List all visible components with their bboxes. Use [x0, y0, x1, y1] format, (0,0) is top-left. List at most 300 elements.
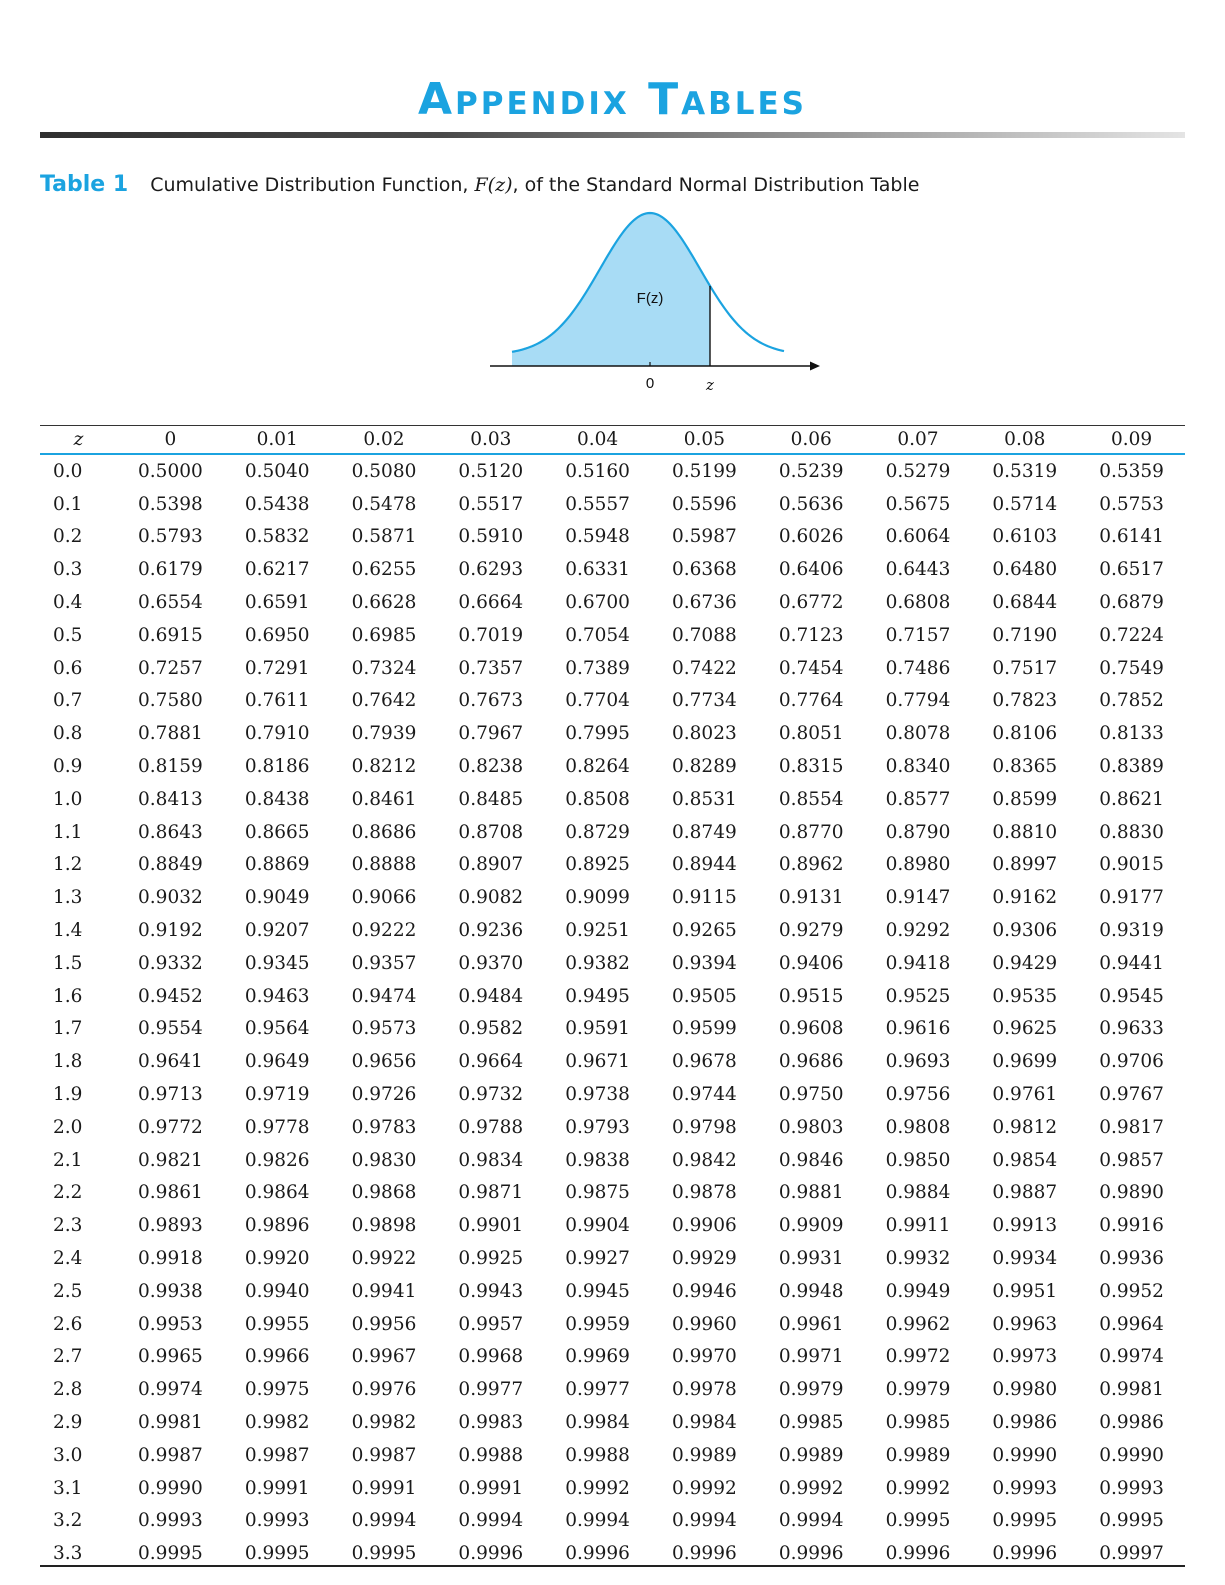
cdf-value: 0.9995	[885, 1510, 951, 1532]
cdf-value: 0.9987	[244, 1444, 310, 1466]
cdf-value: 0.9925	[458, 1248, 524, 1270]
table-row	[40, 717, 1185, 750]
cdf-value: 0.9713	[138, 1084, 203, 1106]
cdf-value: 0.6700	[565, 592, 630, 614]
cdf-value: 0.9901	[458, 1215, 524, 1237]
cdf-value: 0.9515	[778, 985, 844, 1007]
cdf-value: 0.5793	[138, 526, 203, 548]
cdf-value: 0.8365	[992, 756, 1058, 778]
table-header-row	[40, 426, 1185, 454]
cdf-value: 0.9993	[992, 1477, 1058, 1499]
cdf-value: 0.7190	[992, 624, 1058, 646]
cdf-value: 0.6985	[351, 624, 417, 646]
cdf-value: 0.9821	[138, 1149, 203, 1171]
cdf-value: 0.9960	[672, 1313, 737, 1335]
cdf-value: 0.9834	[458, 1149, 524, 1171]
table-row	[40, 1144, 1185, 1177]
cdf-value: 0.9982	[351, 1412, 417, 1433]
cdf-value: 0.9192	[138, 920, 203, 942]
cdf-value: 0.9992	[565, 1477, 630, 1499]
cdf-value: 0.9943	[458, 1280, 524, 1302]
cdf-value: 0.8708	[458, 821, 524, 843]
cdf-value: 0.9974	[138, 1379, 203, 1401]
z-value: 2.9	[53, 1412, 83, 1433]
table-row	[40, 1177, 1185, 1210]
cdf-value: 0.9949	[885, 1280, 951, 1302]
cdf-value: 0.9987	[351, 1444, 417, 1466]
cdf-value: 0.5871	[351, 526, 417, 548]
cdf-value: 0.9177	[1099, 887, 1164, 909]
table-row	[40, 849, 1185, 882]
z-value: 0.5	[53, 624, 83, 646]
z-value: 1.4	[53, 920, 83, 942]
cdf-value: 0.8599	[992, 788, 1058, 810]
cdf-value: 0.9418	[885, 952, 951, 974]
column-header: 0.07	[865, 426, 972, 454]
cdf-value: 0.9826	[244, 1149, 310, 1171]
cdf-value: 0.9564	[244, 1018, 310, 1040]
cdf-value: 0.9995	[244, 1543, 310, 1565]
cdf-value: 0.8925	[565, 854, 630, 876]
cdf-value: 0.9015	[1099, 854, 1164, 876]
cdf-value: 0.9633	[1099, 1018, 1164, 1040]
cdf-value: 0.9989	[778, 1444, 844, 1466]
table-row	[40, 980, 1185, 1013]
table-row	[40, 1341, 1185, 1374]
cdf-value: 0.8051	[778, 723, 844, 745]
cdf-value: 0.9898	[351, 1215, 417, 1237]
table-row	[40, 1472, 1185, 1505]
cdf-value: 0.6664	[458, 592, 524, 614]
cdf-value: 0.9394	[672, 952, 737, 974]
normal-curve-figure	[490, 205, 830, 400]
table-row	[40, 914, 1185, 947]
cdf-value: 0.9798	[672, 1116, 737, 1138]
cdf-value: 0.8577	[885, 788, 951, 810]
cdf-value: 0.8643	[138, 821, 203, 843]
column-header: 0	[117, 426, 224, 454]
cdf-value: 0.9955	[244, 1313, 310, 1335]
z-value: 0.6	[53, 657, 83, 679]
column-header: 0.06	[758, 426, 865, 454]
cdf-value: 0.9357	[351, 952, 417, 974]
cdf-value: 0.8106	[992, 723, 1058, 745]
cdf-value: 0.7673	[458, 690, 524, 712]
cdf-value: 0.9965	[138, 1346, 203, 1368]
cdf-value: 0.9970	[672, 1346, 737, 1368]
cdf-value: 0.7910	[244, 723, 310, 745]
table-bottom-rule	[40, 1565, 1185, 1567]
cdf-value: 0.9945	[565, 1280, 630, 1302]
cdf-value: 0.7881	[138, 723, 203, 745]
cdf-value: 0.9974	[1099, 1346, 1164, 1368]
cdf-value: 0.9936	[1099, 1248, 1164, 1270]
cdf-value: 0.9938	[138, 1280, 203, 1302]
cdf-value: 0.9986	[992, 1412, 1058, 1433]
cdf-value: 0.8389	[1099, 756, 1164, 778]
z-value: 1.8	[53, 1051, 83, 1073]
cdf-value: 0.8315	[778, 756, 844, 778]
z-value: 0.2	[53, 526, 83, 548]
cdf-value: 0.9993	[244, 1510, 310, 1532]
cdf-value: 0.8621	[1099, 788, 1164, 810]
cdf-value: 0.9996	[778, 1543, 844, 1565]
column-header: 0.09	[1078, 426, 1185, 454]
z-value: 0.0	[53, 460, 83, 482]
cdf-value: 0.9996	[458, 1543, 524, 1565]
cdf-value: 0.9881	[778, 1182, 844, 1204]
cdf-value: 0.9878	[672, 1182, 737, 1204]
cdf-value: 0.9983	[458, 1412, 524, 1433]
cdf-value: 0.9382	[565, 952, 630, 974]
cdf-value: 0.6141	[1099, 526, 1164, 548]
z-value: 2.0	[53, 1116, 83, 1138]
cdf-value: 0.9429	[992, 952, 1058, 974]
cdf-value: 0.7995	[565, 723, 630, 745]
cdf-value: 0.6179	[138, 559, 203, 581]
z-value: 2.1	[53, 1149, 83, 1171]
cdf-value: 0.9990	[992, 1444, 1058, 1466]
cdf-value: 0.9864	[244, 1182, 310, 1204]
cdf-value: 0.9319	[1099, 920, 1164, 942]
cdf-value: 0.9985	[885, 1412, 951, 1433]
cdf-value: 0.5000	[138, 460, 203, 482]
cdf-value: 0.9693	[885, 1051, 951, 1073]
cdf-value: 0.6064	[885, 526, 951, 548]
cdf-value: 0.9994	[778, 1510, 844, 1532]
table-row	[40, 1013, 1185, 1046]
cdf-value: 0.7123	[778, 624, 844, 646]
cdf-value: 0.8790	[885, 821, 951, 843]
cdf-value: 0.9147	[885, 887, 951, 909]
cdf-value: 0.9988	[565, 1444, 630, 1466]
table-row	[40, 454, 1185, 488]
cdf-value: 0.6217	[244, 559, 310, 581]
cdf-value: 0.9995	[138, 1543, 203, 1565]
cdf-value: 0.9857	[1099, 1149, 1164, 1171]
table-row	[40, 947, 1185, 980]
cdf-value: 0.9756	[885, 1084, 951, 1106]
cdf-value: 0.9956	[351, 1313, 417, 1335]
cdf-value: 0.9972	[885, 1346, 951, 1368]
cdf-value: 0.8849	[138, 854, 203, 876]
cdf-value: 0.9959	[565, 1313, 630, 1335]
z-value: 2.8	[53, 1379, 83, 1401]
cdf-value: 0.9990	[138, 1477, 203, 1499]
cdf-value: 0.9971	[778, 1346, 844, 1368]
cdf-value: 0.9913	[992, 1215, 1058, 1237]
z-value: 0.4	[53, 592, 83, 614]
cdf-value: 0.9251	[565, 920, 630, 942]
cdf-value: 0.9115	[672, 887, 737, 909]
cdf-value: 0.9963	[992, 1313, 1058, 1335]
cdf-value: 0.6480	[992, 559, 1058, 581]
table-row	[40, 816, 1185, 849]
cdf-value: 0.9967	[351, 1346, 417, 1368]
cdf-value: 0.9441	[1099, 952, 1164, 974]
cdf-value: 0.9793	[565, 1116, 630, 1138]
cdf-value: 0.9896	[244, 1215, 310, 1237]
cdf-value: 0.9986	[1099, 1412, 1164, 1433]
cdf-value: 0.7389	[565, 657, 630, 679]
cdf-value: 0.8238	[458, 756, 524, 778]
cdf-value: 0.9719	[244, 1084, 310, 1106]
cdf-value: 0.6293	[458, 559, 524, 581]
z-value: 3.2	[53, 1510, 83, 1532]
z-value: 3.3	[53, 1543, 83, 1565]
z-value: 1.5	[53, 952, 83, 974]
table-row	[40, 521, 1185, 554]
cdf-value: 0.8944	[672, 854, 737, 876]
cdf-value: 0.7454	[778, 657, 844, 679]
cdf-value: 0.5948	[565, 526, 630, 548]
cdf-value: 0.9066	[351, 887, 417, 909]
column-header: 0.05	[651, 426, 758, 454]
table-caption	[40, 172, 919, 197]
cdf-value: 0.5596	[672, 493, 737, 515]
cdf-value: 0.7224	[1099, 624, 1164, 646]
cdf-value: 0.7580	[138, 690, 203, 712]
z-value: 0.9	[53, 756, 83, 778]
cdf-value: 0.7611	[244, 690, 310, 712]
cdf-value: 0.9975	[244, 1379, 310, 1401]
cdf-value: 0.9671	[565, 1051, 630, 1073]
cdf-value: 0.9744	[672, 1084, 737, 1106]
cdf-value: 0.5557	[565, 493, 630, 515]
column-header: 0.04	[544, 426, 651, 454]
cdf-value: 0.8962	[778, 854, 844, 876]
table-row	[40, 1439, 1185, 1472]
cdf-value: 0.8159	[138, 756, 203, 778]
cdf-value: 0.9370	[458, 952, 524, 974]
cdf-value: 0.8186	[244, 756, 310, 778]
cdf-value: 0.9931	[778, 1248, 844, 1270]
z-value: 2.2	[53, 1182, 83, 1204]
cdf-value: 0.7823	[992, 690, 1058, 712]
cdf-value: 0.6844	[992, 592, 1058, 614]
cdf-value: 0.9591	[565, 1018, 630, 1040]
cdf-value: 0.9706	[1099, 1051, 1164, 1073]
cdf-value: 0.5080	[351, 460, 417, 482]
table-row	[40, 1078, 1185, 1111]
cdf-value: 0.6026	[778, 526, 844, 548]
cdf-value: 0.9918	[138, 1248, 203, 1270]
cdf-value: 0.9625	[992, 1018, 1058, 1040]
table-row	[40, 488, 1185, 521]
cdf-value: 0.9808	[885, 1116, 951, 1138]
cdf-value: 0.9875	[565, 1182, 630, 1204]
cdf-value: 0.9989	[672, 1444, 737, 1466]
cdf-value: 0.9846	[778, 1149, 844, 1171]
caption-suffix: , of the Standard Normal Distribution Table	[512, 174, 920, 196]
cdf-value: 0.5120	[458, 460, 524, 482]
cdf-value: 0.9920	[244, 1248, 310, 1270]
cdf-value: 0.9812	[992, 1116, 1058, 1138]
cdf-value: 0.7019	[458, 624, 524, 646]
cdf-value: 0.6808	[885, 592, 951, 614]
x-axis-arrow	[810, 362, 820, 371]
z-value: 0.8	[53, 723, 83, 745]
cdf-value: 0.9940	[244, 1280, 310, 1302]
cdf-value: 0.9964	[1099, 1313, 1164, 1335]
cdf-value: 0.9993	[1099, 1477, 1164, 1499]
table-row	[40, 1505, 1185, 1538]
z-value: 2.6	[53, 1313, 83, 1335]
cdf-value: 0.8997	[992, 854, 1058, 876]
cdf-value: 0.9884	[885, 1182, 951, 1204]
cdf-value: 0.9992	[778, 1477, 844, 1499]
cdf-value: 0.9292	[885, 920, 951, 942]
cdf-value: 0.9911	[885, 1215, 951, 1237]
cdf-value: 0.6591	[244, 592, 310, 614]
cdf-value: 0.9984	[672, 1412, 737, 1433]
table-row	[40, 1406, 1185, 1439]
table-row	[40, 1209, 1185, 1242]
cdf-value: 0.9977	[458, 1379, 524, 1401]
z-column-header: z	[40, 426, 117, 454]
cdf-value: 0.9985	[778, 1412, 844, 1433]
cdf-value: 0.9984	[565, 1412, 630, 1433]
cdf-value: 0.9977	[565, 1379, 630, 1401]
cdf-value: 0.5714	[992, 493, 1058, 515]
cdf-value: 0.9996	[992, 1543, 1058, 1565]
cdf-value: 0.9979	[885, 1379, 951, 1401]
cdf-value: 0.9641	[138, 1051, 203, 1073]
cdf-value: 0.8869	[244, 854, 310, 876]
cdf-value: 0.5636	[778, 493, 844, 515]
cdf-value: 0.9976	[351, 1379, 417, 1401]
cdf-value: 0.6331	[565, 559, 630, 581]
cdf-value: 0.8078	[885, 723, 951, 745]
cdf-value: 0.9946	[672, 1280, 737, 1302]
cdf-value: 0.7734	[672, 690, 737, 712]
cdf-value: 0.9686	[778, 1051, 844, 1073]
cdf-value: 0.5478	[351, 493, 417, 515]
cdf-value: 0.8508	[565, 788, 630, 810]
cdf-value: 0.8830	[1099, 821, 1164, 843]
cdf-value: 0.9842	[672, 1149, 737, 1171]
cdf-value: 0.8531	[672, 788, 737, 810]
table-row	[40, 652, 1185, 685]
cdf-value: 0.5199	[672, 460, 737, 482]
cdf-value: 0.9961	[778, 1313, 844, 1335]
cdf-value: 0.8289	[672, 756, 737, 778]
cdf-value: 0.9738	[565, 1084, 630, 1106]
table-number: Table 1	[40, 172, 129, 197]
cdf-value: 0.5832	[244, 526, 310, 548]
cdf-value: 0.9778	[244, 1116, 310, 1138]
cdf-value: 0.9978	[672, 1379, 737, 1401]
cdf-value: 0.9265	[672, 920, 737, 942]
cdf-value: 0.9966	[244, 1346, 310, 1368]
cdf-value: 0.9131	[778, 887, 844, 909]
cdf-value: 0.9995	[992, 1510, 1058, 1532]
cdf-value: 0.9893	[138, 1215, 203, 1237]
cdf-value: 0.9236	[458, 920, 524, 942]
cdf-value: 0.5359	[1099, 460, 1164, 482]
cdf-value: 0.9656	[351, 1051, 417, 1073]
cdf-value: 0.9909	[778, 1215, 844, 1237]
table-row	[40, 1045, 1185, 1078]
cdf-value: 0.8133	[1099, 723, 1164, 745]
cdf-value: 0.8212	[351, 756, 417, 778]
cdf-value: 0.9608	[778, 1018, 844, 1040]
cdf-value: 0.9994	[672, 1510, 737, 1532]
caption-prefix: Cumulative Distribution Function,	[150, 174, 475, 196]
z-value: 2.3	[53, 1215, 83, 1237]
cdf-value: 0.6554	[138, 592, 203, 614]
cdf-value: 0.7324	[351, 657, 417, 679]
cdf-value: 0.6772	[778, 592, 844, 614]
cdf-value: 0.8729	[565, 821, 630, 843]
cdf-value: 0.9952	[1099, 1280, 1164, 1302]
appendix-title: Appendix Tables	[418, 74, 807, 125]
cdf-value: 0.9996	[672, 1543, 737, 1565]
cdf-value: 0.9599	[672, 1018, 737, 1040]
cdf-value: 0.7967	[458, 723, 524, 745]
cdf-value: 0.7704	[565, 690, 630, 712]
z-value: 2.4	[53, 1248, 83, 1270]
cdf-value: 0.9996	[565, 1543, 630, 1565]
z-value: 2.7	[53, 1346, 83, 1368]
cdf-value: 0.7642	[351, 690, 417, 712]
cdf-value: 0.8340	[885, 756, 951, 778]
cdf-value: 0.6628	[351, 592, 417, 614]
cdf-value: 0.5398	[138, 493, 203, 515]
cdf-value: 0.9830	[351, 1149, 417, 1171]
cdf-value: 0.8770	[778, 821, 844, 843]
cdf-value: 0.8665	[244, 821, 310, 843]
cdf-value: 0.5517	[458, 493, 524, 515]
cdf-value: 0.5239	[778, 460, 844, 482]
cdf-value: 0.9969	[565, 1346, 630, 1368]
table-row	[40, 881, 1185, 914]
cdf-value: 0.9616	[885, 1018, 951, 1040]
z-value: 0.1	[53, 493, 83, 515]
cdf-value: 0.9979	[778, 1379, 844, 1401]
z-value: 1.6	[53, 985, 83, 1007]
cdf-value: 0.9987	[138, 1444, 203, 1466]
area-label: F(z)	[636, 290, 664, 307]
cdf-value: 0.9973	[992, 1346, 1058, 1368]
cdf-value: 0.8461	[351, 788, 417, 810]
table-row	[40, 685, 1185, 718]
cdf-value: 0.9732	[458, 1084, 524, 1106]
cdf-value: 0.7054	[565, 624, 630, 646]
cdf-value: 0.9968	[458, 1346, 524, 1368]
cdf-value: 0.6950	[244, 624, 310, 646]
table-row	[40, 750, 1185, 783]
z-value: 3.1	[53, 1477, 83, 1499]
cdf-value: 0.9484	[458, 985, 524, 1007]
cdf-value: 0.9678	[672, 1051, 737, 1073]
cdf-value: 0.8749	[672, 821, 737, 843]
cdf-value: 0.9995	[1099, 1510, 1164, 1532]
cdf-value: 0.7088	[672, 624, 737, 646]
cdf-value: 0.8264	[565, 756, 630, 778]
cdf-value: 0.6406	[778, 559, 844, 581]
cdf-value: 0.9994	[351, 1510, 417, 1532]
cdf-value: 0.6443	[885, 559, 951, 581]
cdf-value: 0.9953	[138, 1313, 203, 1335]
cdf-value: 0.9887	[992, 1182, 1058, 1204]
cdf-value: 0.9788	[458, 1116, 524, 1138]
cdf-value: 0.9995	[351, 1543, 417, 1565]
z-value: 1.0	[53, 788, 83, 810]
cdf-value: 0.7422	[672, 657, 737, 679]
cdf-value: 0.9996	[885, 1543, 951, 1565]
table-row	[40, 553, 1185, 586]
